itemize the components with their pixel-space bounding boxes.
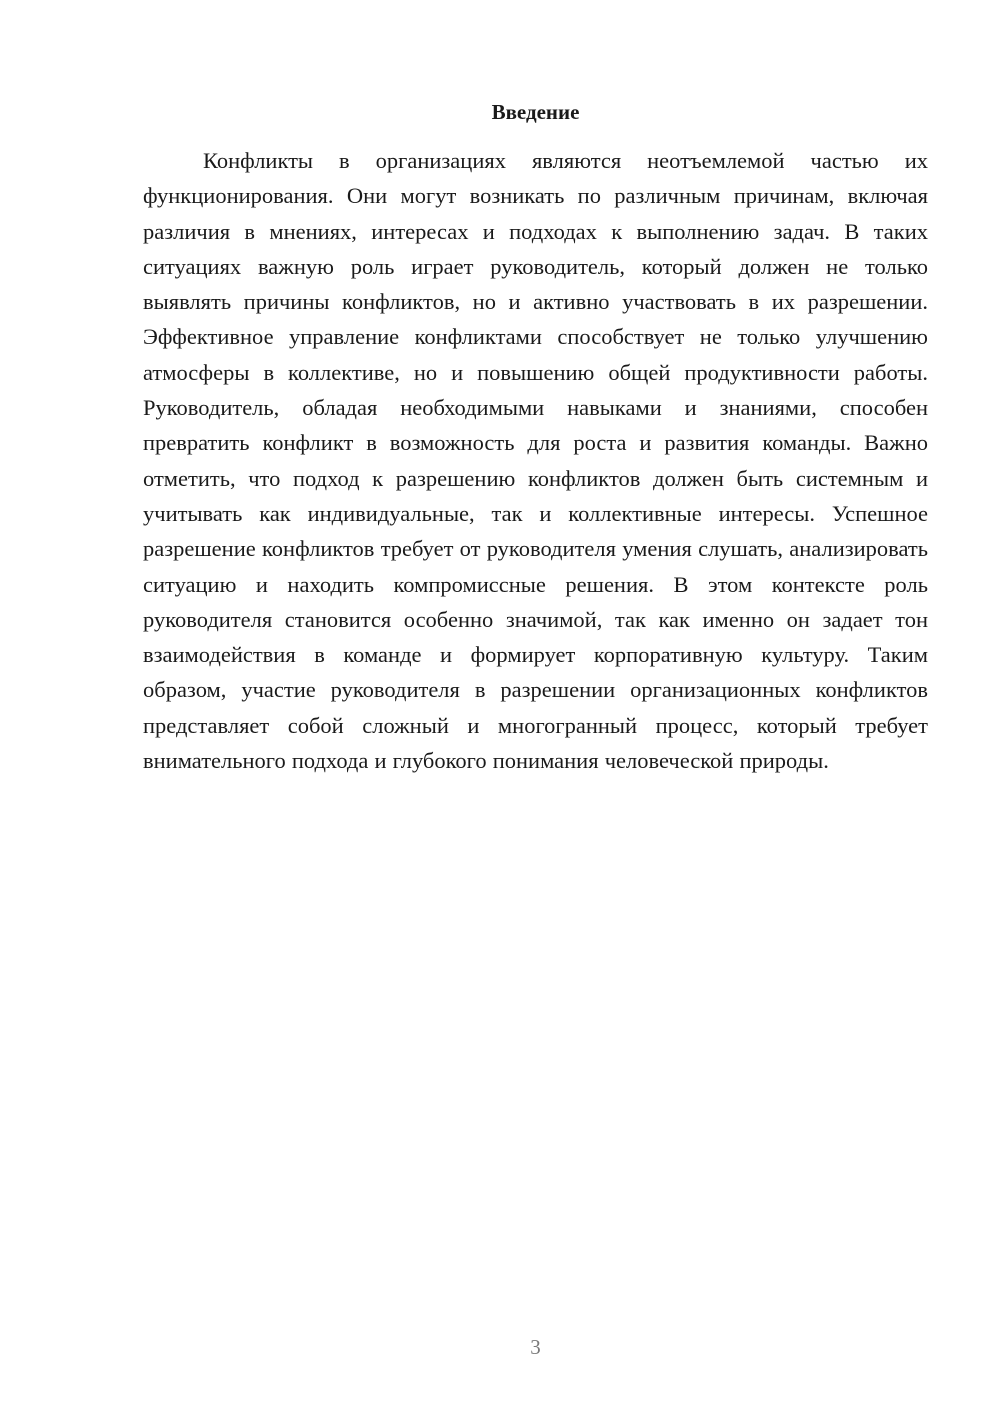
section-heading: Введение [491,100,580,124]
page-number: 3 [530,1335,541,1359]
body-paragraph: Конфликты в организациях являются неотъемлемой частью их функционирования. Они могут возникать по различным причинам, включая различия в мнениях, интересах и подходах к выполнению задач. В таких ситуациях важную роль играет руководитель, который должен не только выявлять причины конфликтов, но и активно участвовать в их разрешении. Эффективное управление конфликтами способствует не только улучшению атмосферы в коллективе, но и повышению общей продуктивности работы. Руководитель, обладая необходимыми навыками и знаниями, способен превратить конфликт в возможность для роста и развития команды. Важно отметить, что подход к разрешению конфликтов должен быть системным и учитывать как индивидуальные, так и коллективные интересы. Успешное разрешение конфликтов требует от руководителя умения слушать, анализировать ситуацию и находить компромиссные решения. В этом контексте роль руководителя становится особенно значимой, так как именно он задает тон взаимодействия в команде и формирует корпоративную культуру. Таким образом, участие руководителя в разрешении организационных конфликтов представляет собой сложный и многогранный процесс, который требует внимательного подхода и глубокого понимания человеческой природы. [143,148,928,774]
